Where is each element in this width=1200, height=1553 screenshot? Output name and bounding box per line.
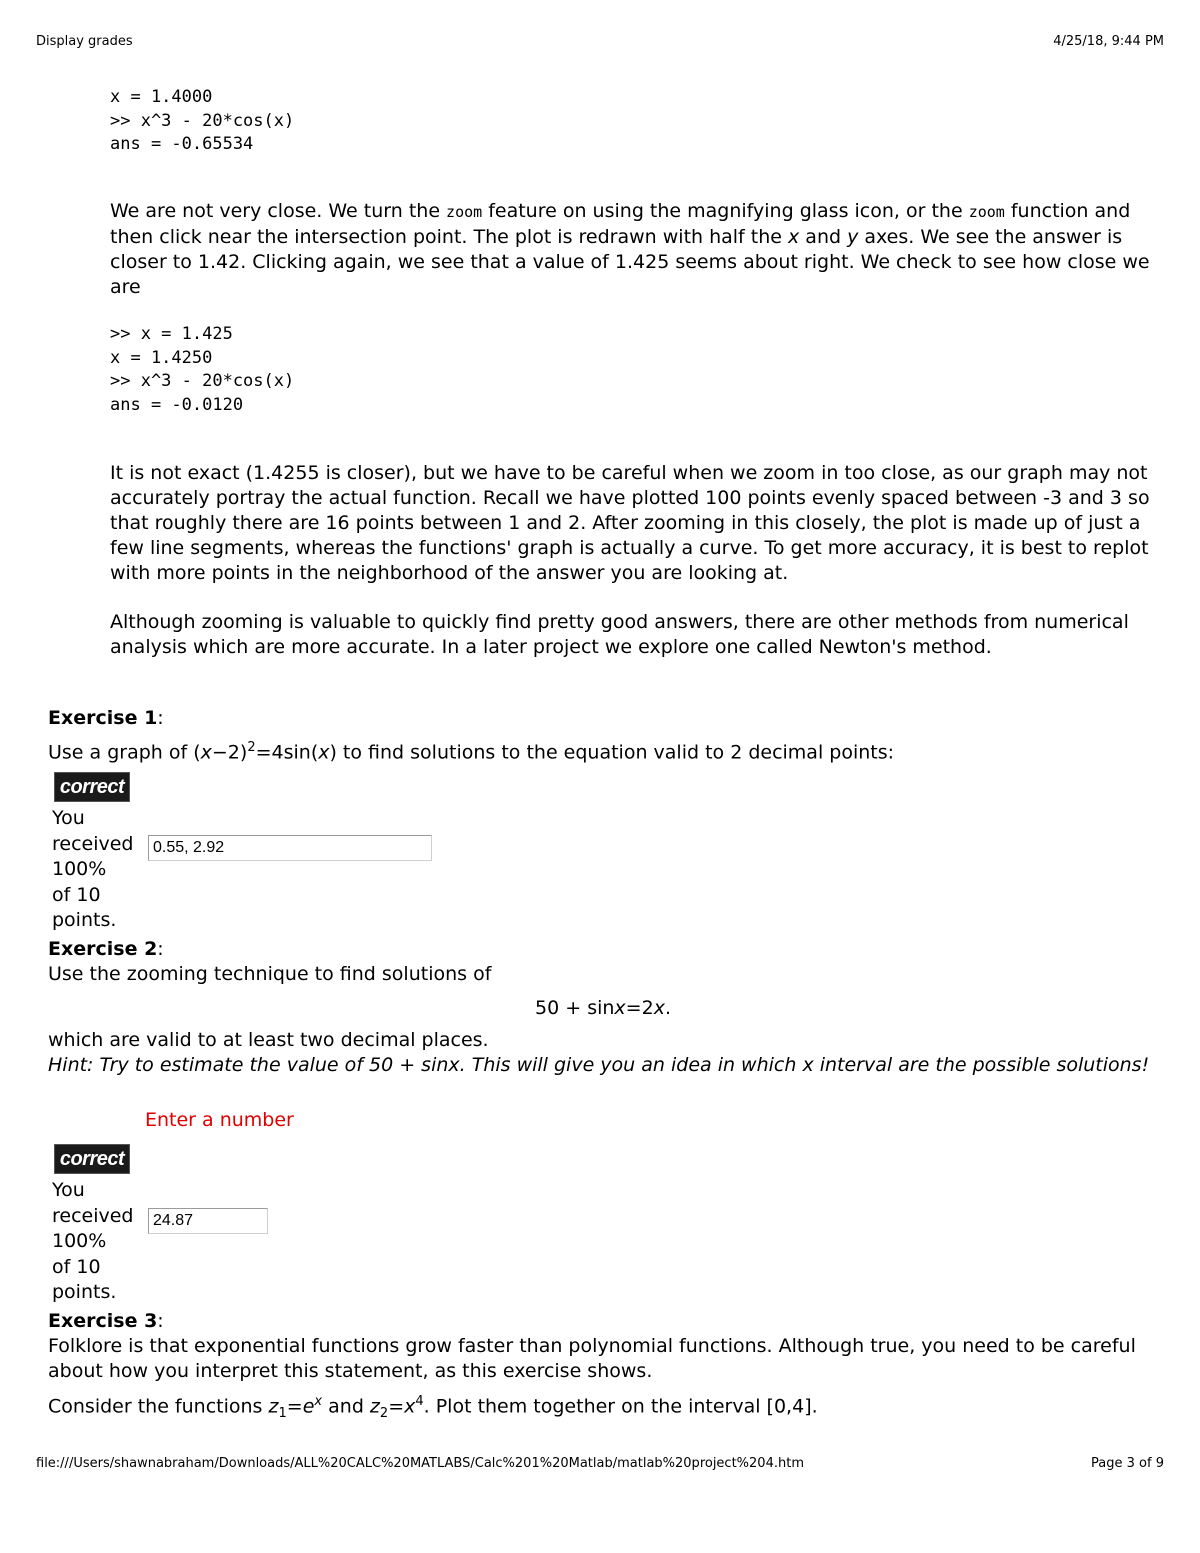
code-line: ans = -0.65534: [110, 134, 254, 154]
exercise-3-paragraph: Folklore is that exponential functions grow faster than polynomial functions. Although true, you need to be careful about how you interpret this statement, as this exercise shows.: [48, 1335, 1136, 1382]
numerical-methods-paragraph: Although zooming is valuable to quickly find pretty good answers, there are other methods from numerical analysis which are more accurate. In a later project we explore one called Newton's method.: [110, 611, 1129, 658]
exercise-2-heading: Exercise 2:: [48, 938, 164, 960]
exercise-1-question: Use a graph of $(x-2)^2=4\sin(x)$ to find solutions to the equation valid to 2 decimal points:: [48, 740, 895, 764]
code-line: >> x^3 - 20*cos(x): [110, 110, 295, 131]
page-footer-path: file:///Users/shawnabraham/Downloads/ALL%20CALC%20MATLABS/Calc%201%20Matlab/matlab%20project%204.htm: [36, 1456, 804, 1471]
code-line: x = 1.4250: [110, 347, 213, 368]
exercise-1-heading: Exercise 1:: [48, 707, 164, 729]
exercise-2-answer-field[interactable]: 24.87: [148, 1208, 268, 1234]
accuracy-paragraph: It is not exact (1.4255 is closer), but we have to be careful when we zoom in too close, as our graph may not accurately portray the actual function. Recall we have plotted 100 points evenly spaced between -3 and 3 so that roughly there are 16 points between 1 and 2. After zooming in this closely, the plot is made up of just a few line segments, whereas the functions' graph is actually a curve. To get more accuracy, it is best to replot with more points in the neighborhood of the answer you are looking at.: [110, 462, 1150, 584]
score-text: You received 100% of 10 points.: [52, 1179, 134, 1303]
zoom-code: zoom: [968, 203, 1005, 221]
exercise-1-answer-field[interactable]: 0.55, 2.92: [148, 835, 432, 861]
code-line: ans = -0.0120: [110, 394, 244, 415]
exercise-2-hint: Hint: Try to estimate the value of 50 + sinx. This will give you an idea in which x interval are the possible solutions!: [48, 1054, 1150, 1076]
correct-badge: correct: [54, 1144, 130, 1174]
page-header-title: Display grades: [36, 34, 133, 49]
exercise-2-question: Use the zooming technique to find solutions of: [48, 963, 492, 985]
page-footer-page-number: Page 3 of 9: [1091, 1456, 1164, 1471]
score-text: You received 100% of 10 points.: [52, 807, 134, 931]
code-line: >> x = 1.425: [110, 324, 233, 344]
zoom-code: zoom: [446, 203, 483, 221]
enter-number-prompt: Enter a number: [145, 1109, 294, 1131]
exercise-title: Exercise 3: [48, 1310, 158, 1332]
zoom-paragraph: We are not very close. We turn the zoom feature on using the magnifying glass icon, or the zoom function and then click near the intersection point. The plot is redrawn with half the x and y axes. We see the answer is closer to 1.42. Clicking again, we see that a value of 1.425 seems about right. We check to see how close we are: [110, 200, 1150, 298]
page-header-datetime: 4/25/18, 9:44 PM: [1053, 34, 1164, 49]
code-line: >> x^3 - 20*cos(x): [110, 371, 295, 391]
exercise-3-heading: Exercise 3:: [48, 1310, 164, 1332]
exercise-title: Exercise 2: [48, 938, 158, 960]
exercise-2-equation: 50 + sinx=2x.: [535, 997, 671, 1019]
exercise-title: Exercise 1: [48, 707, 158, 729]
code-line: x = 1.4000: [110, 87, 213, 107]
correct-badge: correct: [54, 772, 130, 802]
exercise-3-functions: Consider the functions $z_1=e^x$ and $z_2=x^4$. Plot them together on the interval [0,4].: [48, 1394, 818, 1422]
exercise-2-instructions: which are valid to at least two decimal places.: [48, 1029, 489, 1051]
